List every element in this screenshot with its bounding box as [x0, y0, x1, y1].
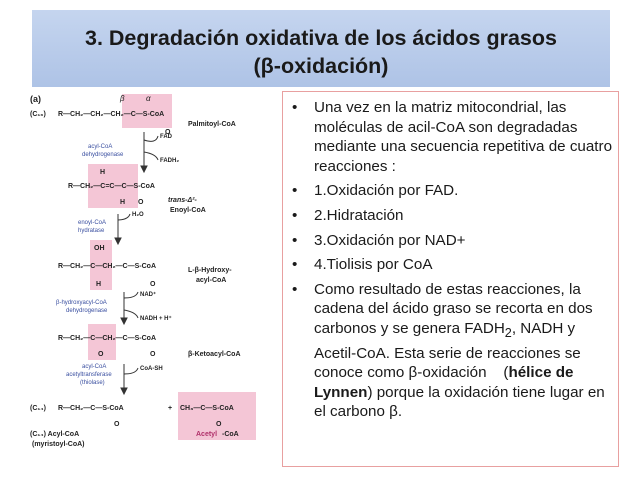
c14-label: (C₁₄): [30, 405, 46, 412]
bullet-item: • 1.Oxidación por FAD.: [288, 181, 616, 201]
bullet-item: • 4.Tiolisis por CoA: [288, 255, 616, 275]
coash-label: CoA-SH: [140, 366, 163, 372]
title-line-1: 3. Degradación oxidativa de los ácidos grasos: [85, 26, 557, 50]
row4-formula: R—CH₂—C—CH₂—C—S-CoA: [58, 335, 156, 342]
row4-oxygen-1: O: [98, 351, 104, 358]
row5-name-2: (myristoyl-CoA): [32, 441, 85, 448]
enzyme1-line2: dehydrogenase: [82, 152, 124, 158]
enzyme2-line1: enoyl-CoA: [78, 220, 107, 226]
enzyme3-line1: β-hydroxyacyl-CoA: [56, 300, 107, 306]
fadh2-label: FADH₂: [160, 158, 179, 164]
row5-oxygen-1: O: [114, 421, 120, 428]
nad-label: NAD⁺: [140, 292, 157, 298]
row5-oxygen-2: O: [216, 421, 222, 428]
row2-name-1: trans-Δ²-: [168, 197, 197, 204]
enzyme1-line1: acyl-CoA: [88, 144, 113, 150]
enzyme4-line1: acyl-CoA: [82, 364, 107, 370]
panel-label: (a): [30, 94, 41, 104]
row1-formula: R—CH₂—CH₂—CH₂—C—S-CoA: [58, 111, 165, 118]
row4-oxygen-2: O: [150, 351, 156, 358]
final-bold: hélice de Lynnen: [314, 364, 574, 401]
h2o-label: H₂O: [132, 212, 144, 218]
beta-oxidation-diagram: [28, 92, 278, 472]
row4-name: β-Ketoacyl-CoA: [188, 351, 241, 358]
row3-oxygen: O: [150, 281, 156, 288]
bullet-item: • Una vez en la matriz mitocondrial, las moléculas de acil-CoA son degradadas mediante una secuencia repetitiva de cuatro reacciones :: [288, 98, 616, 176]
row5-formula: R—CH₂—C—S-CoA: [58, 405, 124, 412]
row2-h-bottom: H: [120, 199, 126, 206]
title-line-2: (β-oxidación): [253, 54, 389, 78]
row1-oxygen: O: [165, 129, 171, 136]
row2-oxygen: O: [138, 199, 144, 206]
row3-h: H: [96, 281, 102, 288]
greek-alpha: α: [146, 94, 151, 103]
row5-plus: +: [168, 405, 173, 412]
row5-acetyl-formula: CH₃—C—S-CoA: [180, 405, 234, 412]
fad-label: FAD: [160, 134, 172, 140]
nadh-label: NADH + H⁺: [140, 316, 172, 322]
final-text-3: ) porque la oxidación tiene lugar en el carbono β.: [314, 383, 605, 421]
bullet-item: • 3.Oxidación por NAD+: [288, 231, 616, 251]
row2-formula: R—CH₂—C=C—C—S-CoA: [68, 183, 155, 190]
bullet-item-final: [288, 280, 616, 422]
row2-name-2: Enoyl-CoA: [170, 207, 206, 214]
acetyl-coa-label: -CoA: [222, 431, 239, 438]
greek-beta: β: [120, 94, 125, 103]
final-subscript: 2: [504, 325, 512, 340]
c16-label: (C₁₆): [30, 111, 46, 118]
slide-title: [32, 24, 610, 80]
row1-name: Palmitoyl-CoA: [188, 121, 236, 128]
bullet-item: • 2.Hidratación: [288, 206, 616, 226]
row3-name-2: acyl-CoA: [196, 277, 227, 284]
enzyme4-line2: acetyltransferase: [66, 372, 112, 378]
row5-name-1: (C₁₄) Acyl-CoA: [30, 431, 80, 438]
row3-formula: R—CH₂—C—CH₂—C—S-CoA: [58, 263, 156, 270]
acetyl-label: Acetyl: [196, 431, 218, 438]
enzyme4-line3: (thiolase): [80, 380, 105, 386]
final-text-1: Como resultado de estas reacciones, la cadena del ácido graso se recorta en dos carbonos y se genera FADH: [314, 280, 593, 337]
enzyme2-line2: hydratase: [78, 228, 105, 234]
enzyme3-line2: dehydrogenase: [66, 308, 108, 314]
final-text-2: , NADH y Acetil-CoA. Esta serie de reacciones se conoce como β-oxidación (: [314, 319, 585, 382]
row2-h-top: H: [100, 169, 106, 176]
bullet-list: [288, 98, 616, 427]
row3-oh: OH: [94, 245, 105, 252]
row3-name-1: L-β-Hydroxy-: [188, 267, 232, 274]
